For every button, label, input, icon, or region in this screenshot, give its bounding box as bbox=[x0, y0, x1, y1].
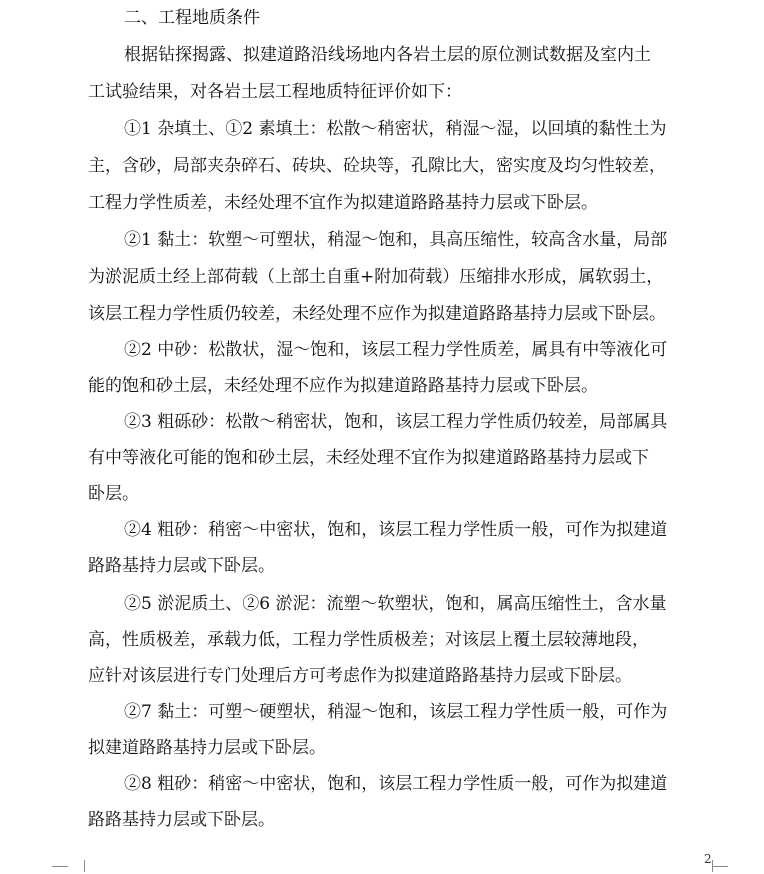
paragraph-line: ②1 黏土：软塑～可塑状，稍湿～饱和，具高压缩性，较高含水量，局部 bbox=[124, 230, 668, 250]
paragraph-line: 主，含砂，局部夹杂碎石、砖块、砼块等，孔隙比大，密实度及均匀性较差， bbox=[88, 156, 666, 176]
paragraph-line: ①1 杂填土、①2 素填土：松散～稍密状，稍湿～湿，以回填的黏性土为 bbox=[124, 119, 667, 139]
paragraph-line: ②7 黏土：可塑～硬塑状，稍湿～饱和，该层工程力学性质一般，可作为 bbox=[124, 702, 668, 722]
paragraph-line: ②8 粗砂：稍密～中密状，饱和，该层工程力学性质一般，可作为拟建道 bbox=[124, 774, 668, 794]
paragraph-line: 卧层。 bbox=[88, 484, 139, 504]
paragraph-line: ②4 粗砂：稍密～中密状，饱和，该层工程力学性质一般，可作为拟建道 bbox=[124, 520, 668, 540]
section-title: 二、工程地质条件 bbox=[124, 8, 260, 28]
paragraph-line: 为淤泥质土经上部荷载（上部土自重+附加荷载）压缩排水形成，属软弱土， bbox=[88, 267, 664, 287]
paragraph-line: 拟建道路路基持力层或下卧层。 bbox=[88, 738, 326, 758]
paragraph-line: ②2 中砂：松散状，湿～饱和，该层工程力学性质差，属具有中等液化可 bbox=[124, 340, 668, 360]
paragraph-line: 高，性质极差，承载力低，工程力学性质极差；对该层上覆土层较薄地段， bbox=[88, 630, 649, 650]
paragraph-line: 根据钻探揭露、拟建道路沿线场地内各岩土层的原位测试数据及室内土 bbox=[124, 45, 651, 65]
page-number: 2 bbox=[704, 852, 712, 866]
paragraph-line: 工程力学性质差，未经处理不宜作为拟建道路路基持力层或下卧层。 bbox=[88, 193, 598, 213]
paragraph-line: 该层工程力学性质仍较差，未经处理不应作为拟建道路路基持力层或下卧层。 bbox=[88, 304, 666, 324]
paragraph-line: 有中等液化可能的饱和砂土层，未经处理不宜作为拟建道路路基持力层或下 bbox=[88, 448, 649, 468]
paragraph-line: 路路基持力层或下卧层。 bbox=[88, 810, 275, 830]
paragraph-line: ②5 淤泥质土、②6 淤泥：流塑～软塑状，饱和，属高压缩性土，含水量 bbox=[124, 594, 667, 614]
paragraph-line: 能的饱和砂土层，未经处理不应作为拟建道路路基持力层或下卧层。 bbox=[88, 376, 598, 396]
page-corner-mark-left bbox=[68, 860, 85, 872]
page-corner-mark-left-h bbox=[52, 866, 68, 867]
paragraph-line: 工试验结果，对各岩土层工程地质特征评价如下： bbox=[88, 82, 462, 102]
paragraph-line: 应针对该层进行专门处理后方可考虑作为拟建道路路基持力层或下卧层。 bbox=[88, 666, 632, 686]
paragraph-line: ②3 粗砾砂：松散～稍密状，饱和，该层工程力学性质仍较差，局部属具 bbox=[124, 412, 668, 432]
paragraph-line: 路路基持力层或下卧层。 bbox=[88, 556, 275, 576]
page-corner-mark-right-h bbox=[712, 866, 728, 867]
